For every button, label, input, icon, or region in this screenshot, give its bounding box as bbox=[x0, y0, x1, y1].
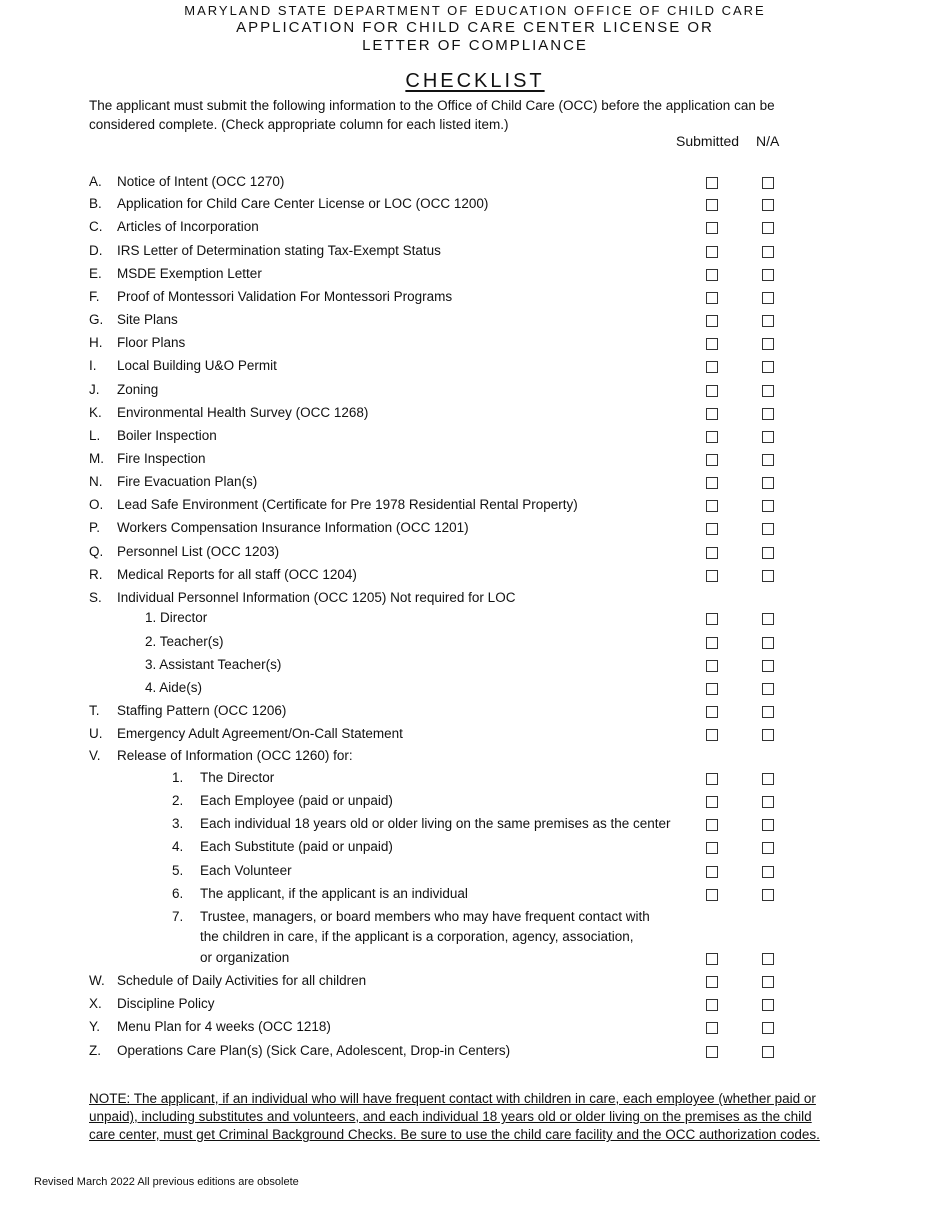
item-label: Lead Safe Environment (Certificate for Pre 1978 Residential Rental Property) bbox=[117, 497, 578, 512]
checklist-item bbox=[0, 196, 950, 218]
checklist-item bbox=[0, 634, 950, 656]
submitted-checkbox[interactable] bbox=[706, 408, 718, 420]
item-label: Operations Care Plan(s) (Sick Care, Adolescent, Drop-in Centers) bbox=[117, 1043, 511, 1058]
item-letter: K. bbox=[89, 405, 102, 420]
checklist-heading-text: CHECKLIST bbox=[405, 70, 545, 92]
checklist-item bbox=[0, 793, 950, 815]
checklist-item bbox=[0, 680, 950, 702]
item-label: Each individual 18 years old or older living on the same premises as the center bbox=[200, 816, 671, 831]
item-number: 1. bbox=[172, 770, 184, 785]
item-number: 4. bbox=[172, 839, 184, 854]
na-checkbox[interactable] bbox=[762, 292, 774, 304]
submitted-checkbox[interactable] bbox=[706, 338, 718, 350]
form-title-line1: APPLICATION FOR CHILD CARE CENTER LICENSE OR bbox=[236, 19, 714, 36]
checklist-item bbox=[0, 703, 950, 725]
item-letter: F. bbox=[89, 289, 100, 304]
na-checkbox[interactable] bbox=[762, 796, 774, 808]
item-label: Zoning bbox=[117, 382, 159, 397]
item-label: 3. Assistant Teacher(s) bbox=[145, 657, 282, 672]
submitted-checkbox[interactable] bbox=[706, 729, 718, 741]
checklist-item bbox=[0, 382, 950, 404]
submitted-checkbox[interactable] bbox=[706, 570, 718, 582]
checklist-item bbox=[0, 770, 950, 792]
item-letter: T. bbox=[89, 703, 100, 718]
item-label: Each Substitute (paid or unpaid) bbox=[200, 839, 393, 854]
column-na-header: N/A bbox=[756, 133, 780, 149]
intro-text: The applicant must submit the following information to the Office of Child Care (OCC) before the application can be considered complete. (Check appropriate column for each listed item.) bbox=[89, 98, 775, 132]
item-letter: V. bbox=[89, 748, 101, 763]
na-checkbox[interactable] bbox=[762, 819, 774, 831]
na-checkbox[interactable] bbox=[762, 338, 774, 350]
item-letter: S. bbox=[89, 590, 102, 605]
na-checkbox[interactable] bbox=[762, 842, 774, 854]
item-letter: E. bbox=[89, 266, 102, 281]
submitted-checkbox[interactable] bbox=[706, 819, 718, 831]
revision-footer: Revised March 2022 All previous editions are obsolete bbox=[34, 1176, 299, 1188]
item-label: The Director bbox=[200, 770, 275, 785]
checklist-item bbox=[0, 219, 950, 241]
item-label: Workers Compensation Insurance Information (OCC 1201) bbox=[117, 520, 469, 535]
item-letter: C. bbox=[89, 219, 103, 234]
checklist-item bbox=[0, 428, 950, 450]
form-title-line2: LETTER OF COMPLIANCE bbox=[362, 37, 588, 54]
checklist-item bbox=[0, 266, 950, 288]
checklist-item bbox=[0, 174, 950, 196]
na-checkbox[interactable] bbox=[762, 523, 774, 535]
checklist-item bbox=[0, 973, 950, 995]
na-checkbox[interactable] bbox=[762, 773, 774, 785]
na-checkbox[interactable] bbox=[762, 953, 774, 965]
note-text: NOTE: The applicant, if an individual who will have frequent contact with children in care, each employee (whether paid or unpaid), including substitutes and volunteers, and each individual 18 years old or older living on the premises as the child care center, must get Criminal Background Checks. Be sure to use the child care facility and the OCC authorization codes. bbox=[89, 1091, 820, 1142]
item-label: Menu Plan for 4 weeks (OCC 1218) bbox=[117, 1019, 331, 1034]
item-letter: H. bbox=[89, 335, 103, 350]
checklist-item bbox=[0, 1043, 950, 1065]
agency-name: MARYLAND STATE DEPARTMENT OF EDUCATION OFFICE OF CHILD CARE bbox=[184, 3, 766, 18]
checklist-item bbox=[0, 590, 950, 612]
na-checkbox[interactable] bbox=[762, 637, 774, 649]
na-checkbox[interactable] bbox=[762, 477, 774, 489]
column-submitted-header: Submitted bbox=[676, 133, 740, 149]
checklist-item bbox=[0, 335, 950, 357]
item-letter: L. bbox=[89, 428, 101, 443]
item-label: The applicant, if the applicant is an individual bbox=[200, 886, 468, 901]
na-checkbox[interactable] bbox=[762, 431, 774, 443]
submitted-checkbox[interactable] bbox=[706, 177, 718, 189]
item-label: Each Employee (paid or unpaid) bbox=[200, 793, 393, 808]
na-checkbox[interactable] bbox=[762, 500, 774, 512]
na-checkbox[interactable] bbox=[762, 999, 774, 1011]
na-checkbox[interactable] bbox=[762, 613, 774, 625]
checklist-item bbox=[0, 839, 950, 861]
submitted-checkbox[interactable] bbox=[706, 1046, 718, 1058]
submitted-checkbox[interactable] bbox=[706, 953, 718, 965]
submitted-checkbox[interactable] bbox=[706, 889, 718, 901]
na-checkbox[interactable] bbox=[762, 1022, 774, 1034]
checklist-item bbox=[0, 474, 950, 496]
checklist-item bbox=[0, 610, 950, 632]
submitted-checkbox[interactable] bbox=[706, 222, 718, 234]
submitted-checkbox[interactable] bbox=[706, 361, 718, 373]
submitted-checkbox[interactable] bbox=[706, 706, 718, 718]
submitted-checkbox[interactable] bbox=[706, 660, 718, 672]
item-label: Staffing Pattern (OCC 1206) bbox=[117, 703, 287, 718]
item-number: 7. bbox=[172, 909, 184, 924]
item-letter: O. bbox=[89, 497, 104, 512]
checklist-item bbox=[0, 1019, 950, 1041]
item-label: 4. Aide(s) bbox=[145, 680, 203, 695]
item-label: MSDE Exemption Letter bbox=[117, 266, 262, 281]
submitted-checkbox[interactable] bbox=[706, 500, 718, 512]
item-label: the children in care, if the applicant is a corporation, agency, association, bbox=[200, 929, 634, 944]
item-number: 6. bbox=[172, 886, 184, 901]
submitted-checkbox[interactable] bbox=[706, 637, 718, 649]
checklist-item bbox=[0, 405, 950, 427]
checklist-item bbox=[0, 863, 950, 885]
submitted-checkbox[interactable] bbox=[706, 613, 718, 625]
na-checkbox[interactable] bbox=[762, 1046, 774, 1058]
item-label: Discipline Policy bbox=[117, 996, 215, 1011]
item-letter: I. bbox=[89, 358, 97, 373]
checklist-item bbox=[0, 567, 950, 589]
item-label: Fire Inspection bbox=[117, 451, 206, 466]
checklist-item bbox=[0, 520, 950, 542]
item-label: Floor Plans bbox=[117, 335, 186, 350]
na-checkbox[interactable] bbox=[762, 269, 774, 281]
checklist-item bbox=[0, 544, 950, 566]
checklist-item bbox=[0, 929, 950, 951]
item-label: Personnel List (OCC 1203) bbox=[117, 544, 280, 559]
item-label: Local Building U&O Permit bbox=[117, 358, 277, 373]
na-checkbox[interactable] bbox=[762, 246, 774, 258]
submitted-checkbox[interactable] bbox=[706, 246, 718, 258]
item-letter: Q. bbox=[89, 544, 104, 559]
submitted-checkbox[interactable] bbox=[706, 842, 718, 854]
checklist-item bbox=[0, 451, 950, 473]
item-number: 3. bbox=[172, 816, 184, 831]
na-checkbox[interactable] bbox=[762, 729, 774, 741]
submitted-checkbox[interactable] bbox=[706, 1022, 718, 1034]
item-letter: Z. bbox=[89, 1043, 101, 1058]
checklist-item bbox=[0, 748, 950, 770]
item-letter: W. bbox=[89, 973, 105, 988]
submitted-checkbox[interactable] bbox=[706, 866, 718, 878]
item-label: Site Plans bbox=[117, 312, 178, 327]
submitted-checkbox[interactable] bbox=[706, 683, 718, 695]
item-label: Release of Information (OCC 1260) for: bbox=[117, 748, 353, 763]
item-letter: R. bbox=[89, 567, 103, 582]
submitted-checkbox[interactable] bbox=[706, 385, 718, 397]
item-letter: P. bbox=[89, 520, 101, 535]
checklist-item bbox=[0, 909, 950, 931]
item-letter: B. bbox=[89, 196, 102, 211]
na-checkbox[interactable] bbox=[762, 385, 774, 397]
item-letter: U. bbox=[89, 726, 103, 741]
na-checkbox[interactable] bbox=[762, 361, 774, 373]
na-checkbox[interactable] bbox=[762, 408, 774, 420]
submitted-checkbox[interactable] bbox=[706, 199, 718, 211]
item-label: Proof of Montessori Validation For Montessori Programs bbox=[117, 289, 453, 304]
submitted-checkbox[interactable] bbox=[706, 477, 718, 489]
submitted-checkbox[interactable] bbox=[706, 431, 718, 443]
checklist-item bbox=[0, 996, 950, 1018]
checklist-item bbox=[0, 886, 950, 908]
na-checkbox[interactable] bbox=[762, 660, 774, 672]
na-checkbox[interactable] bbox=[762, 315, 774, 327]
submitted-checkbox[interactable] bbox=[706, 454, 718, 466]
item-label: 1. Director bbox=[145, 610, 208, 625]
submitted-checkbox[interactable] bbox=[706, 796, 718, 808]
na-checkbox[interactable] bbox=[762, 889, 774, 901]
submitted-checkbox[interactable] bbox=[706, 773, 718, 785]
checklist-item bbox=[0, 358, 950, 380]
item-label: Schedule of Daily Activities for all children bbox=[117, 973, 367, 988]
item-letter: J. bbox=[89, 382, 100, 397]
item-label: Articles of Incorporation bbox=[117, 219, 259, 234]
item-letter: D. bbox=[89, 243, 103, 258]
item-label: or organization bbox=[200, 950, 290, 965]
na-checkbox[interactable] bbox=[762, 683, 774, 695]
item-letter: N. bbox=[89, 474, 103, 489]
checklist-item bbox=[0, 726, 950, 748]
checklist-item bbox=[0, 312, 950, 334]
checklist-item bbox=[0, 950, 950, 972]
item-letter: M. bbox=[89, 451, 104, 466]
checklist-heading bbox=[0, 70, 950, 93]
item-label: Each Volunteer bbox=[200, 863, 292, 878]
item-label: Medical Reports for all staff (OCC 1204) bbox=[117, 567, 357, 582]
item-label: Fire Evacuation Plan(s) bbox=[117, 474, 258, 489]
checklist-item bbox=[0, 243, 950, 265]
submitted-checkbox[interactable] bbox=[706, 976, 718, 988]
item-label: Application for Child Care Center License or LOC (OCC 1200) bbox=[117, 196, 489, 211]
na-checkbox[interactable] bbox=[762, 222, 774, 234]
item-number: 2. bbox=[172, 793, 184, 808]
na-checkbox[interactable] bbox=[762, 454, 774, 466]
item-label: Emergency Adult Agreement/On-Call Statement bbox=[117, 726, 403, 741]
submitted-checkbox[interactable] bbox=[706, 315, 718, 327]
item-number: 5. bbox=[172, 863, 184, 878]
submitted-checkbox[interactable] bbox=[706, 292, 718, 304]
checklist-item bbox=[0, 657, 950, 679]
item-label: Notice of Intent (OCC 1270) bbox=[117, 174, 285, 189]
item-letter: A. bbox=[89, 174, 102, 189]
na-checkbox[interactable] bbox=[762, 547, 774, 559]
na-checkbox[interactable] bbox=[762, 199, 774, 211]
na-checkbox[interactable] bbox=[762, 706, 774, 718]
submitted-checkbox[interactable] bbox=[706, 999, 718, 1011]
na-checkbox[interactable] bbox=[762, 866, 774, 878]
item-label: Environmental Health Survey (OCC 1268) bbox=[117, 405, 369, 420]
item-label: Trustee, managers, or board members who may have frequent contact with bbox=[200, 909, 650, 924]
item-label: 2. Teacher(s) bbox=[145, 634, 224, 649]
item-label: Individual Personnel Information (OCC 1205) Not required for LOC bbox=[117, 590, 516, 605]
item-letter: Y. bbox=[89, 1019, 101, 1034]
na-checkbox[interactable] bbox=[762, 177, 774, 189]
na-checkbox[interactable] bbox=[762, 570, 774, 582]
submitted-checkbox[interactable] bbox=[706, 269, 718, 281]
item-letter: G. bbox=[89, 312, 104, 327]
submitted-checkbox[interactable] bbox=[706, 547, 718, 559]
item-label: Boiler Inspection bbox=[117, 428, 217, 443]
checklist-item bbox=[0, 289, 950, 311]
submitted-checkbox[interactable] bbox=[706, 523, 718, 535]
item-letter: X. bbox=[89, 996, 102, 1011]
item-label: IRS Letter of Determination stating Tax-Exempt Status bbox=[117, 243, 441, 258]
na-checkbox[interactable] bbox=[762, 976, 774, 988]
checklist-item bbox=[0, 497, 950, 519]
checklist-item bbox=[0, 816, 950, 838]
